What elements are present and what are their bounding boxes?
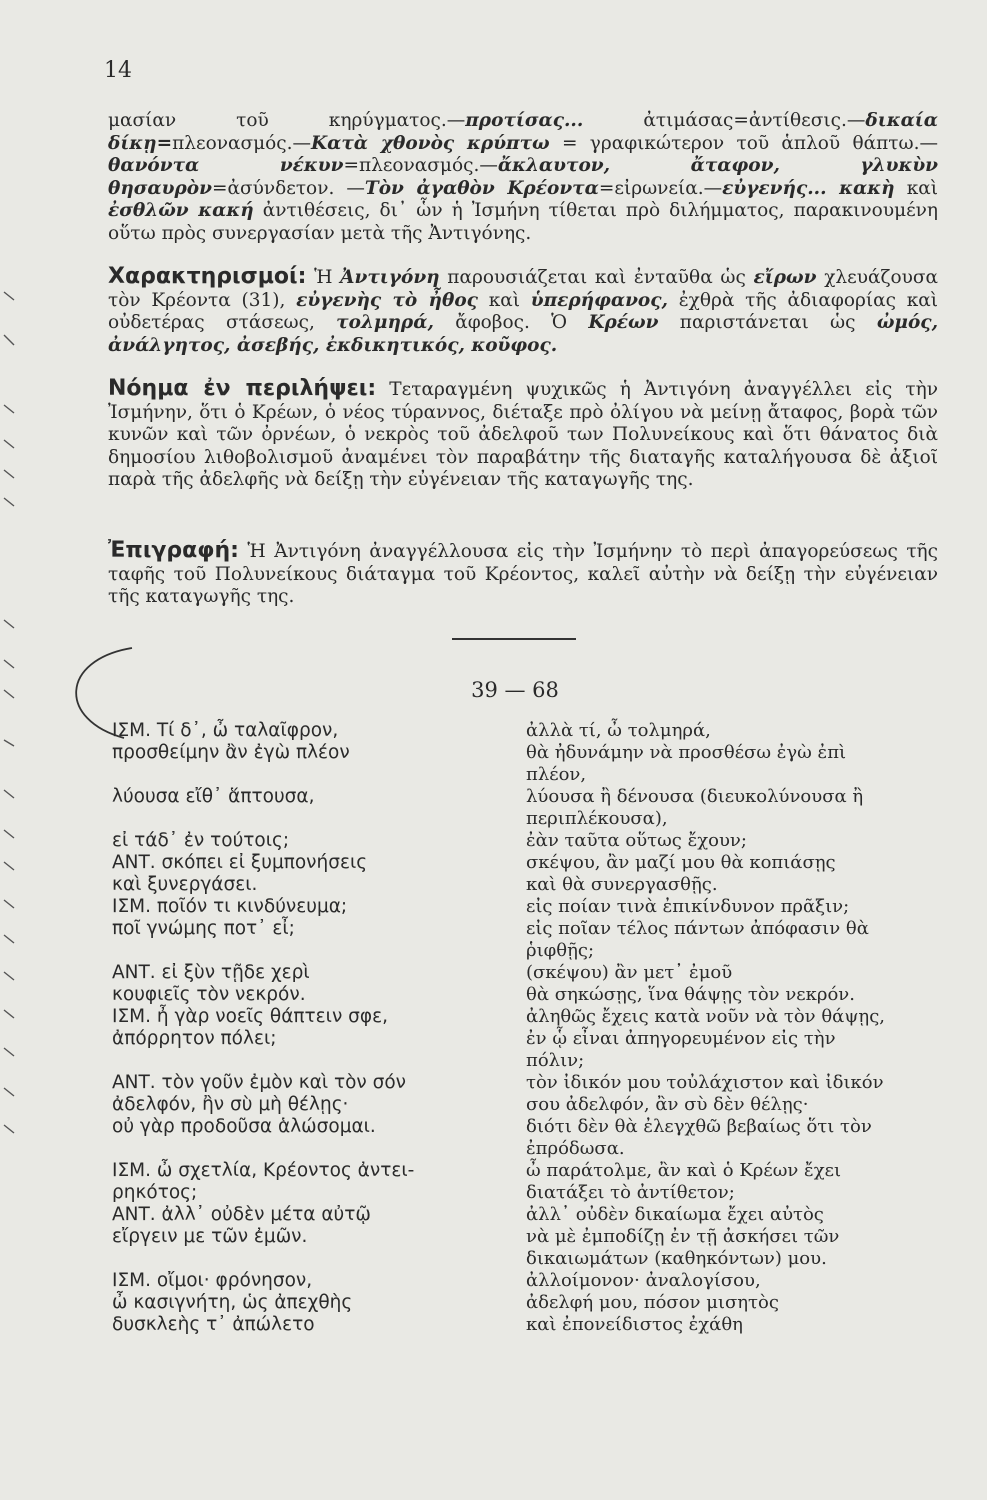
notes-term: εὐγενής... κακὴ: [722, 177, 895, 199]
translation-line: ἀλλ᾽ οὐδὲν δικαίωμα ἔχει αὐτὸς: [526, 1204, 824, 1225]
original-text-column: [112, 720, 512, 1336]
translation-line: ἐὰν ταῦτα οὕτως ἔχουν;: [526, 830, 747, 851]
notes-text: καὶ: [894, 177, 939, 199]
title-text: Ἡ Ἀντιγόνη ἀναγγέλλουσα εἰς τὴν Ἰσμήνην τὸ περὶ ἀπαγορεύσεως τῆς ταφῆς τοῦ Πολυνείκους διάταγμα τοῦ Κρέοντος, καλεῖ αὐτὴν νὰ δείξῃ τὴν εὐγένειαν τῆς καταγωγῆς της.: [108, 541, 938, 607]
char-text: χλευάζουσα τὸν Κρέοντα (31),: [108, 267, 938, 311]
translation-line: εἰς ποίαν τινὰ ἐπικίνδυνον πρᾶξιν;: [526, 896, 850, 917]
summary-paragraph: [108, 378, 938, 492]
verse-range: 39 — 68: [471, 678, 559, 702]
original-line: ἀδελφόν, ἢν σὺ μὴ θέλῃς·: [112, 1094, 349, 1115]
notes-text: =ἀσύνδετον. —: [211, 177, 365, 199]
original-line: [112, 1050, 512, 1072]
char-term: ὑπερήφανος,: [530, 289, 668, 311]
char-text: Ἡ: [306, 267, 341, 288]
summary-heading: Νόημα ἐν περιλήψει:: [108, 376, 377, 401]
original-line: ΙΣΜ. ποῖόν τι κινδύνευμα;: [112, 896, 348, 917]
char-text: παρουσιάζεται καὶ ἐνταῦθα ὡς: [439, 267, 754, 288]
notes-term: θανόντα νέκυν: [108, 155, 344, 176]
translation-line: θὰ σηκώσῃς, ἵνα θάψῃς τὸν νεκρόν.: [526, 984, 855, 1005]
summary-text: Τεταραγμένη ψυχικῶς ἡ Ἀντιγόνη ἀναγγέλλει εἰς τὴν Ἰσμήνην, ὅτι ὁ Κρέων, ὁ νέος τύραννος, διέταξε πρὸ ὀλίγου νὰ μείνῃ ἄταφος, βορὰ τῶν κυνῶν καὶ τῶν ὀρνέων, ὁ νεκρὸς τοῦ ἀδελφοῦ των Πολυνείκους καὶ ὅτι θάνατος διὰ δημοσίου λιθοβολισμοῦ ἀναμένει τὸν παραβάτην τῆς διαταγῆς καταλήγουσα δὲ ἀξιοῖ παρὰ τῆς ἀδελφῆς νὰ δείξῃ τὴν εὐγένειαν τῆς καταγωγῆς της.: [108, 379, 938, 490]
notes-paragraph: [108, 110, 938, 245]
translation-line: (σκέψου) ἂν μετ᾽ ἐμοῦ: [526, 962, 733, 983]
original-line: ρηκότος;: [112, 1182, 198, 1203]
char-text: παριστάνεται ὡς: [658, 312, 877, 333]
translation-line: δικαιωμάτων (καθηκόντων) μου.: [526, 1248, 827, 1269]
notes-term: ἐσθλῶν κακή: [108, 200, 254, 221]
characterization-heading: Χαρακτηρισμοί:: [108, 264, 307, 289]
notes-text: =εἰρωνεία.—: [598, 177, 723, 199]
original-line: ΑΝΤ. εἰ ξὺν τῇδε χερὶ: [112, 962, 310, 983]
translation-line: λύουσα ἢ δένουσα (διευκολύνουσα ἢ: [526, 786, 864, 807]
translation-line: ῥιφθῇς;: [526, 940, 595, 961]
original-line: λύουσα εἴθ᾽ ἅπτουσα,: [112, 786, 315, 807]
char-text: καὶ: [477, 289, 531, 311]
char-text: ἄφοβος. Ὁ: [433, 312, 589, 333]
original-line: [112, 1138, 512, 1160]
notes-term: ἄκλαυτον, ἄταφον, γλυκὺν θησαυρὸν: [108, 155, 938, 199]
translation-line: ἀλλὰ τί, ὦ τολμηρά,: [526, 720, 711, 741]
notes-term: Τὸν ἀγαθὸν Κρέοντα: [364, 177, 599, 199]
translation-line: σκέψου, ἂν μαζί μου θὰ κοπιάσῃς: [526, 852, 836, 873]
original-line: [112, 764, 512, 786]
notes-text: ἀτιμάσας=ἀντίθεσις.—: [583, 110, 866, 131]
original-line: ΙΣΜ. οἴμοι· φρόνησον,: [112, 1270, 313, 1291]
char-term: εἴρων: [753, 267, 817, 288]
original-line: κουφιεῖς τὸν νεκρόν.: [112, 984, 306, 1005]
translation-line: διότι δὲν θὰ ἐλεγχθῶ βεβαίως ὅτι τὸν: [526, 1116, 872, 1137]
page-number: 14: [104, 58, 132, 83]
char-term: Ἀντιγόνη: [340, 267, 440, 288]
translation-line: ἐν ᾧ εἶναι ἀπηγορευμένον εἰς τὴν: [526, 1028, 836, 1049]
translation-column: [526, 720, 938, 1336]
original-line: ΑΝΤ. ἀλλ᾽ οὐδὲν μέτα αὐτῷ: [112, 1204, 371, 1225]
notes-term: Κατὰ χθονὸς κρύπτω: [311, 132, 550, 154]
original-line: ΙΣΜ. Τί δ᾽, ὦ ταλαῖφρον,: [112, 720, 339, 741]
original-line: ΙΣΜ. ἦ γὰρ νοεῖς θάπτειν σφε,: [112, 1006, 388, 1027]
original-line: ὦ κασιγνήτη, ὡς ἀπεχθὴς: [112, 1292, 353, 1313]
translation-line: θὰ ἠδυνάμην νὰ προσθέσω ἐγὼ ἐπὶ: [526, 742, 847, 763]
char-term: ὠμός, ἀνάλγητος, ἀσεβής, ἐκδικητικός, κοῦφος.: [108, 312, 939, 356]
translation-line: ἐπρόδωσα.: [526, 1138, 625, 1159]
translation-line: νὰ μὲ ἐμποδίζῃ ἐν τῇ ἀσκήσει τῶν: [526, 1226, 840, 1247]
original-line: προσθείμην ἂν ἐγὼ πλέον: [112, 742, 350, 763]
notes-text: =πλεονασμός.—: [343, 155, 498, 176]
translation-line: ὦ παράτολμε, ἂν καὶ ὁ Κρέων ἔχει: [526, 1160, 841, 1181]
original-line: ΙΣΜ. ὦ σχετλία, Κρέοντος ἀντει-: [112, 1160, 415, 1181]
title-heading: Ἐπιγραφή:: [108, 538, 239, 563]
characterization-paragraph: [108, 266, 938, 357]
translation-line: εἰς ποῖαν τέλος πάντων ἀπόφασιν θὰ: [526, 918, 869, 939]
original-line: ΑΝΤ. τὸν γοῦν ἐμὸν καὶ τὸν σόν: [112, 1072, 407, 1093]
char-term: Κρέων: [588, 312, 659, 333]
original-line: ΑΝΤ. σκόπει εἰ ξυμπονήσεις: [112, 852, 368, 873]
translation-line: καὶ θὰ συνεργασθῇς.: [526, 874, 718, 895]
translation-line: ἀλλοίμονον· ἀναλογίσου,: [526, 1270, 761, 1291]
original-line: [112, 808, 512, 830]
notes-text: ἀντιθέσεις, δι᾽ ὧν ἡ Ἰσμήνη τίθεται πρὸ διλήμματος, παρακινουμένη οὕτω πρὸς συνεργασίαν μετὰ τῆς Ἀντιγόνης.: [108, 200, 939, 244]
translation-line: πόλιν;: [526, 1050, 585, 1071]
original-line: καὶ ξυνεργάσει.: [112, 874, 258, 895]
divider: [452, 638, 576, 640]
char-text: ἐχθρὰ τῆς ἀδιαφορίας καὶ οὐδετέρας στάσεως,: [108, 289, 938, 333]
translation-line: καὶ ἐπονείδιστος ἐχάθη: [526, 1314, 743, 1335]
translation-line: πλέον,: [526, 764, 587, 785]
translation-line: διατάξει τὸ ἀντίθετον;: [526, 1182, 735, 1203]
notes-term: δικαία δίκῃ=: [108, 110, 938, 154]
notes-text: μασίαν τοῦ κηρύγματος.—: [108, 110, 466, 131]
translation-line: ἀληθῶς ἔχεις κατὰ νοῦν νὰ τὸν θάψῃς,: [526, 1006, 886, 1027]
title-paragraph: [108, 540, 938, 609]
notes-text: πλεονασμός.—: [172, 132, 311, 154]
original-line: [112, 940, 512, 962]
original-line: εἰ τάδ᾽ ἐν τούτοις;: [112, 830, 290, 851]
translation-line: τὸν ἰδικόν μου τοὐλάχιστον καὶ ἰδικόν: [526, 1072, 884, 1093]
translation-line: σου ἀδελφόν, ἂν σὺ δὲν θέλῃς·: [526, 1094, 809, 1115]
original-line: δυσκλεὴς τ᾽ ἀπώλετο: [112, 1314, 315, 1335]
char-term: τολμηρά,: [336, 312, 434, 333]
original-line: [112, 1248, 512, 1270]
original-line: εἴργειν με τῶν ἐμῶν.: [112, 1226, 308, 1247]
original-line: ἀπόρρητον πόλει;: [112, 1028, 277, 1049]
original-line: ποῖ γνώμης ποτ᾽ εἶ;: [112, 918, 295, 939]
translation-line: ἀδελφή μου, πόσον μισητὸς: [526, 1292, 779, 1313]
notes-text: = γραφικώτερον τοῦ ἁπλοῦ θάπτω.—: [549, 132, 938, 154]
char-term: εὐγενὴς τὸ ἦθος: [296, 289, 478, 311]
original-line: οὐ γὰρ προδοῦσα ἁλώσομαι.: [112, 1116, 376, 1137]
notes-term: προτίσας...: [465, 110, 584, 131]
translation-line: περιπλέκουσα),: [526, 808, 668, 829]
